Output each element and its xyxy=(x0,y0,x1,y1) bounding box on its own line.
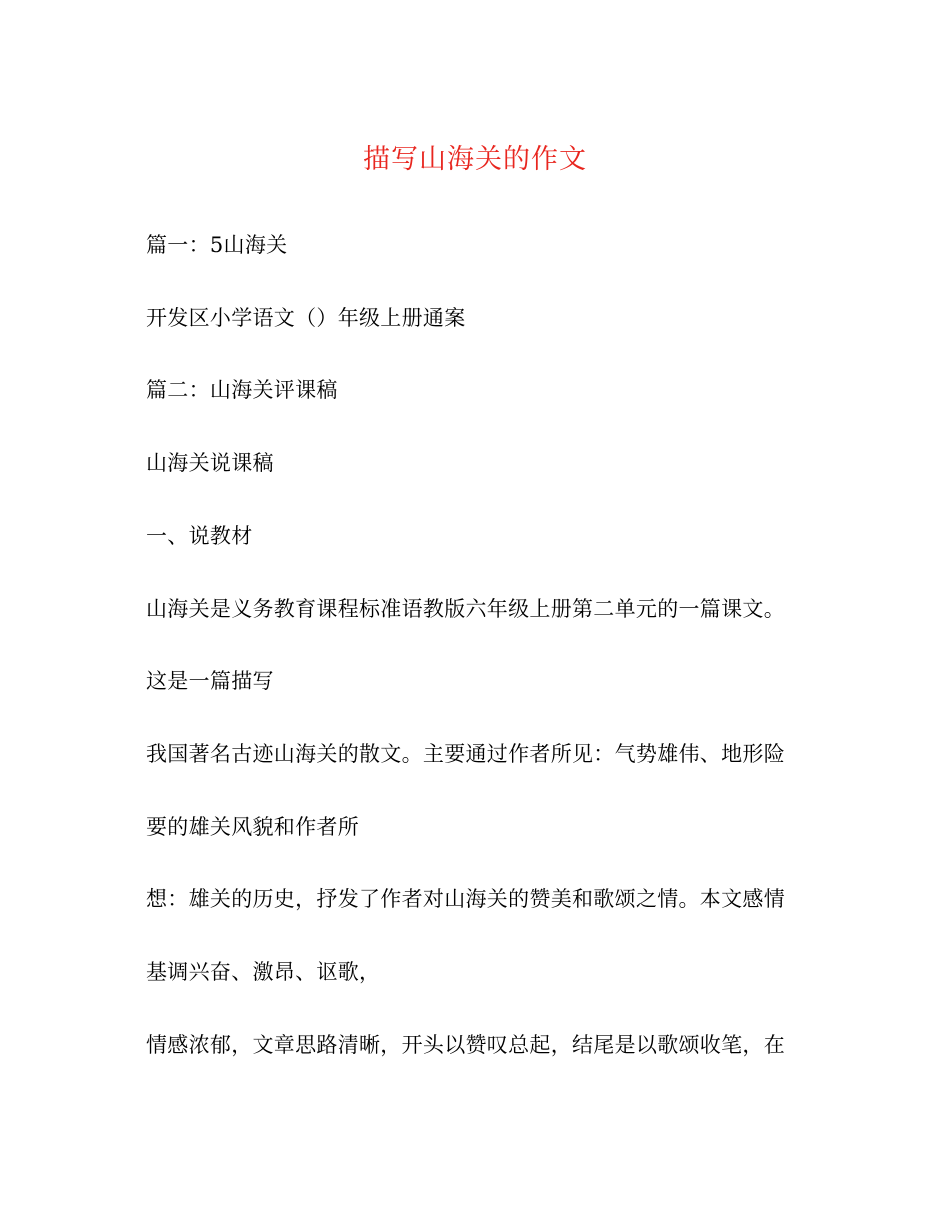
text-line: 开发区小学语文（）年级上册通案 xyxy=(146,306,466,330)
text-line: 山海关是义务教育课程标准语教版六年级上册第二单元的一篇课文。 xyxy=(146,597,785,621)
text-line: 一、说教材 xyxy=(146,524,253,548)
text-line: 山海关说课稿 xyxy=(146,451,274,475)
text-line: 这是一篇描写 xyxy=(146,669,274,693)
text-line: 想：雄关的历史，抒发了作者对山海关的赞美和歌颂之情。本文感情 xyxy=(146,887,785,911)
text-line: 篇一：5山海关 xyxy=(146,233,288,257)
document-title: 描写山海关的作文 xyxy=(363,144,587,175)
text-line: 我国著名古迹山海关的散文。主要通过作者所见：气势雄伟、地形险 xyxy=(146,742,785,766)
text-line: 要的雄关风貌和作者所 xyxy=(146,815,359,839)
text-line: 篇二：山海关评课稿 xyxy=(146,378,338,402)
text-line: 情感浓郁，文章思路清晰，开头以赞叹总起，结尾是以歌颂收笔，在 xyxy=(146,1033,785,1057)
text-line: 基调兴奋、激昂、讴歌， xyxy=(146,960,381,984)
